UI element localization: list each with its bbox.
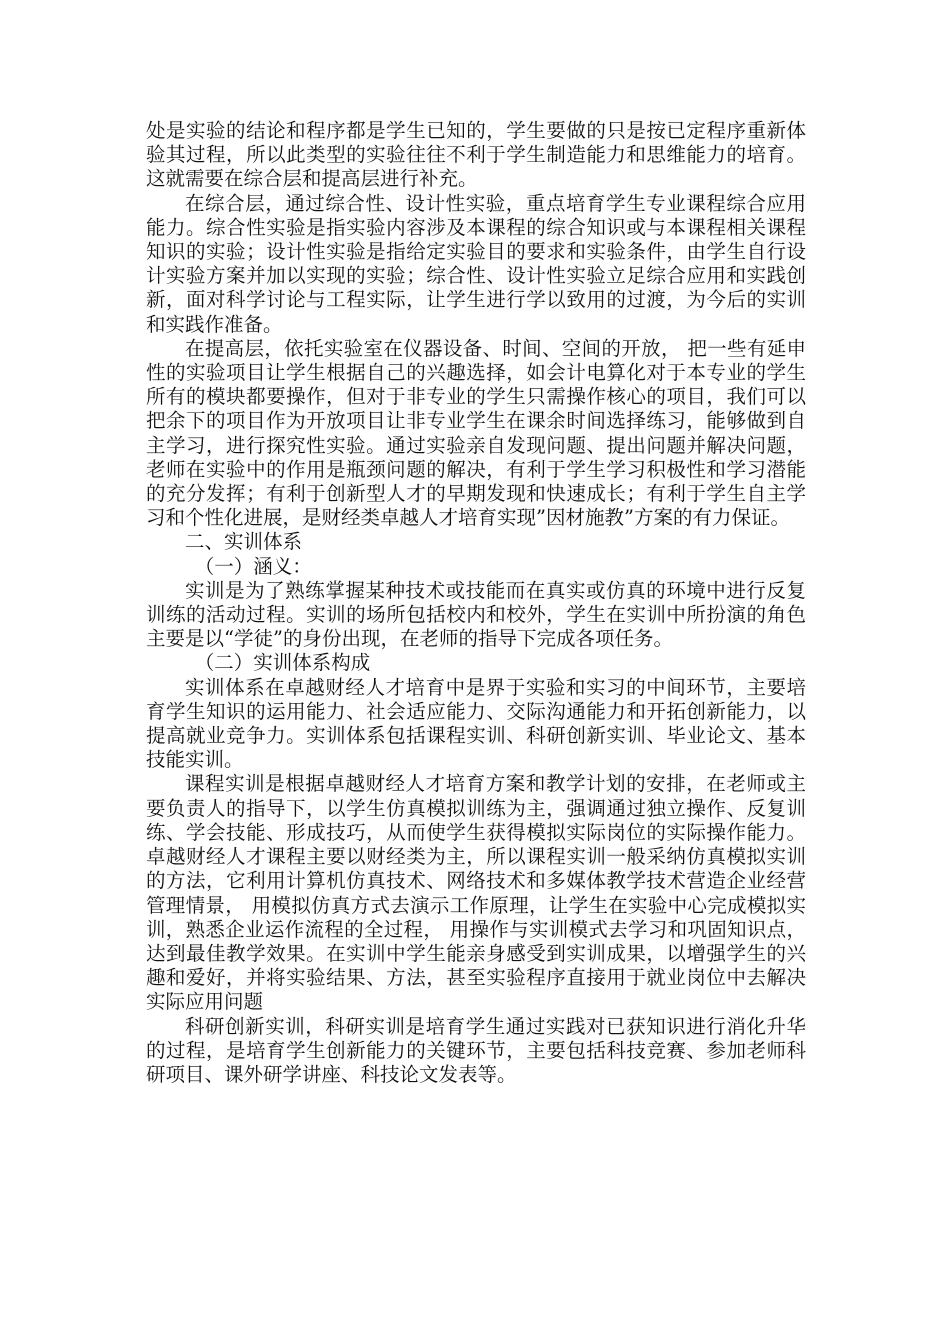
paragraph-continuation: 处是实验的结论和程序都是学生已知的，学生要做的只是按已定程序重新体验其过程，所以此类型的实验往往不利于学生制造能力和思维能力的培育。这就需要在综合层和提高层进行补充。 bbox=[146, 119, 806, 191]
subsection-heading-system-composition: （二）实训体系构成 bbox=[194, 651, 371, 675]
paragraph-training-definition: 实训是为了熟练掌握某种技术或技能而在真实或仿真的环境中进行反复训练的活动过程。实训的场所包括校内和校外，学生在实训中所扮演的角色主要是以“学徒”的身份出现，在老师的指导下完成各项任务。 bbox=[146, 578, 806, 651]
document-body bbox=[146, 119, 806, 1087]
subsection-heading-meaning: （一）涵义： bbox=[194, 554, 312, 578]
paragraph-course-training: 课程实训是根据卓越财经人才培育方案和教学计划的安排，在老师或主要负责人的指导下，以学生仿真模拟训练为主，强调通过独立操作、反复训练、学会技能、形成技巧，从而使学生获得模拟实际岗位的实际操作能力。卓越财经人才课程主要以财经类为主，所以课程实训一般采纳仿真模拟实训的方法，它利用计算机仿真技术、网络技术和多媒体教学技术营造企业经营管理情景， 用模拟仿真方式去演示工作原理，让学生在实验中心完成模拟实训，熟悉企业运作流程的全过程， 用操作与实训模式去学习和巩固知识点，达到最佳教学效果。在实训中学生能亲身感受到实训成果，以增强学生的兴趣和爱好，并将实验结果、方法，甚至实验程序直接用于就业岗位中去解决实际应用问题 bbox=[146, 772, 806, 1014]
paragraph-research-training: 科研创新实训，科研实训是培育学生通过实践对已获知识进行消化升华的过程，是培育学生创新能力的关键环节，主要包括科技竞赛、参加老师科研项目、课外研学讲座、科技论文发表等。 bbox=[146, 1014, 806, 1086]
paragraph-system-composition: 实训体系在卓越财经人才培育中是界于实验和实习的中间环节，主要培育学生知识的运用能力、社会适应能力、交际沟通能力和开拓创新能力，以提高就业竞争力。实训体系包括课程实训、科研创新实训、毕业论文、基本技能实训。 bbox=[146, 675, 806, 772]
paragraph-advanced-layer: 在提高层，依托实验室在仪器设备、时间、空间的开放， 把一些有延申性的实验项目让学生根据自己的兴趣选择，如会计电算化对于本专业的学生所有的模块都要操作，但对于非专业的学生只需操作核心的项目，我们可以把余下的项目作为开放项目让非专业学生在课余时间选择练习，能够做到自主学习，进行探究性实验。通过实验亲自发现问题、提出问题并解决问题，老师在实验中的作用是瓶颈问题的解决，有利于学生学习积极性和学习潜能的充分发挥；有利于创新型人才的早期发现和快速成长；有利于学生自主学习和个性化进展，是财经类卓越人才培育实现”因材施教”方案的有力保证。 bbox=[146, 336, 806, 530]
paragraph-comprehensive-layer: 在综合层，通过综合性、设计性实验，重点培育学生专业课程综合应用能力。综合性实验是指实验内容涉及本课程的综合知识或与本课程相关课程知识的实验；设计性实验是指给定实验目的要求和实验条件，由学生自行设计实验方案并加以实现的实验；综合性、设计性实验立足综合应用和实践创新，面对科学讨论与工程实际，让学生进行学以致用的过渡，为今后的实训和实践作准备。 bbox=[146, 191, 806, 336]
section-heading-training-system: 二、实训体系 bbox=[185, 530, 303, 554]
